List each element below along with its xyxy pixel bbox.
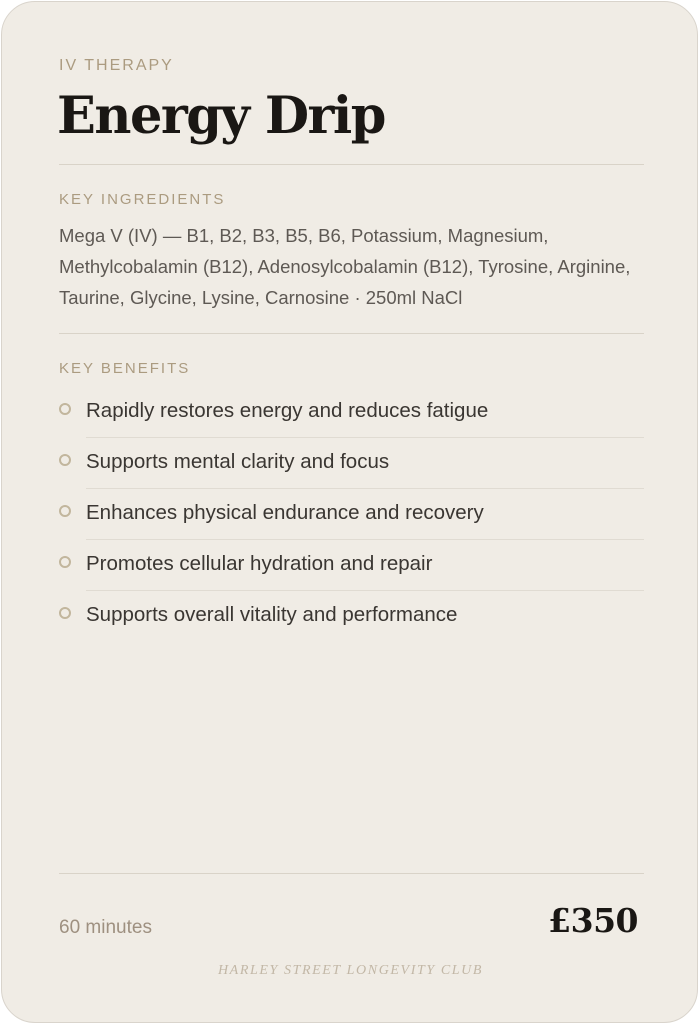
benefit-item: [59, 438, 644, 489]
benefit-text: Supports mental clarity and focus: [86, 450, 390, 473]
benefit-text: Rapidly restores energy and reduces fatigue: [86, 399, 489, 422]
circle-outline-icon: [59, 556, 71, 568]
divider: [59, 873, 644, 874]
benefit-item: [59, 387, 644, 438]
treatment-title: Energy Drip: [57, 86, 385, 146]
benefit-text: Supports overall vitality and performance: [86, 603, 458, 626]
ingredients-heading: KEY INGREDIENTS: [59, 191, 226, 208]
price-label: £350: [548, 901, 638, 940]
benefit-text: Promotes cellular hydration and repair: [86, 552, 433, 575]
benefit-item: [59, 591, 644, 642]
brand-footer: HARLEY STREET LONGEVITY CLUB: [217, 963, 484, 978]
benefits-list: [59, 387, 644, 642]
circle-outline-icon: [59, 607, 71, 619]
divider: [59, 333, 644, 334]
benefit-text: Enhances physical endurance and recovery: [86, 501, 484, 524]
benefit-item: [59, 489, 644, 540]
divider: [59, 164, 644, 165]
circle-outline-icon: [59, 454, 71, 466]
ingredients-text: Mega V (IV) — B1, B2, B3, B5, B6, Potassium, Magnesium, Methylcobalamin (B12), Adenosylcobalamin (B12), Tyrosine, Arginine, Taurine, Glycine, Lysine, Carnosine · 250ml NaCl: [59, 225, 631, 308]
circle-outline-icon: [59, 505, 71, 517]
treatment-card: [1, 1, 698, 1023]
benefits-heading: KEY BENEFITS: [59, 360, 191, 377]
duration-label: 60 minutes: [59, 917, 152, 938]
circle-outline-icon: [59, 403, 71, 415]
benefit-item: [59, 540, 644, 591]
category-label: IV THERAPY: [59, 57, 174, 74]
